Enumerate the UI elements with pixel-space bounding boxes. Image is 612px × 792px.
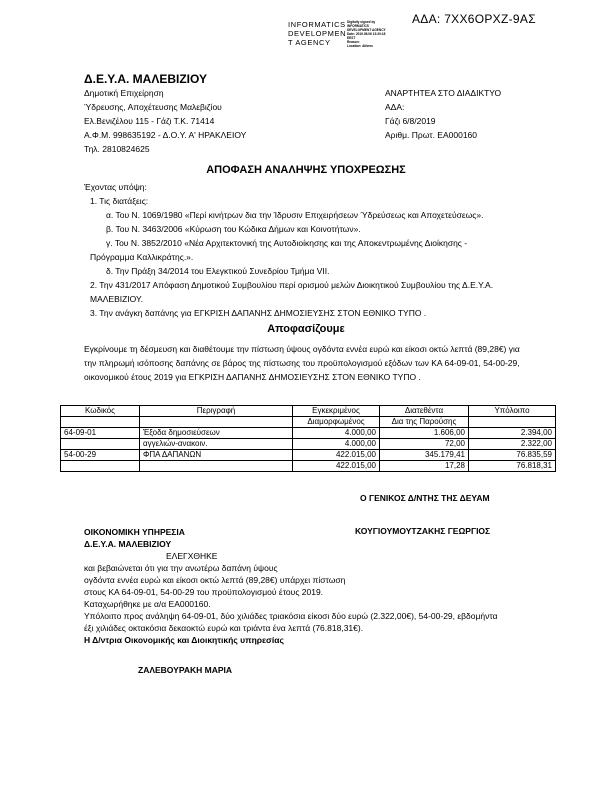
table-row: 422.015,00 17,28 76.818,31 <box>61 461 556 472</box>
ada-number: ΑΔΑ: 7ΧΧ6ΟΡΧΖ-9ΑΣ <box>412 12 536 26</box>
preamble-list: Έχοντας υπόψη: 1. Τις διατάξεις: α. Του Ν. 1069/1980 «Περί κινήτρων δια την Ίδρυσιν Επιχειρήσεων Ύδρεύσεως και Αποχετεύσεως». β. Του Ν. 3463/2006 «Κύρωση του Κώδικα Δήμων και Κοινοτήτων». γ. Του Ν. 3852/2010 «Νέα Αρχιτεκτονική της Αυτοδιοίκησης και της Αποκεντρωμένης Διοίκησης - Πρόγραμμα Καλλικράτης.». δ. Την Πράξη 34/2014 του Ελεγκτικού Συνεδρίου Τμήμα VII. 2. Την 431/2017 Απόφαση Δημοτικού Συμβουλίου περί ορισμού μελών Διοικητικού Συμβουλίου της Δ.Ε.Υ.Α. ΜΑΛΕΒΙΖΙΟΥ. 3. Την ανάγκη δαπάνης για ΕΓΚΡΙΣΗ ΔΑΠΑΝΗΣ ΔΗΜΟΣΙΕΥΣΗΣ ΣΤΟΝ ΕΘΝΙΚΟ ΤΥΠΟ . <box>84 182 494 318</box>
general-director-title: Ο ΓΕΝΙΚΟΣ Δ/ΝΤΗΣ ΤΗΣ ΔΕΥΑΜ <box>360 493 490 503</box>
decision-heading: Αποφασίζουμε <box>267 323 345 335</box>
table-header-row: Κωδικός Περιγραφή Εγκεκριμένος Διατεθέντα Υπόλοιπο <box>61 406 556 417</box>
economic-department-block: ΟΙΚΟΝΟΜΙΚΗ ΥΠΗΡΕΣΙΑ Δ.Ε.Υ.Α. ΜΑΛΕΒΙΖΙΟΥ ΕΛΕΓΧΘΗΚΕ και βεβαιώνεται ότι για την ανωτέρω δαπάνη ύψους ογδόντα εννέα ευρώ και είκοσι οκτώ λεπτά (89,28€) υπάρχει πίστωση στους ΚΑ 64-09-01, 54-00-29 του προϋπολογισμού έτους 2019. Καταχωρήθηκε με α/α ΕΑ000160. Υπόλοιπο προς ανάληψη 64-09-01, δύο χιλιάδες τριακόσια είκοσι δύο ευρώ (2.322,00€), 54-00-29, εβδομήντα έξι χιλιάδες οκτακόσια δεκαοκτώ ευρώ και τριάντα ένα λεπτά (76.818,31€). Η Δ/ντρια Οικονομικής και Διοικητικής υπηρεσίας <box>84 527 498 645</box>
budget-table <box>60 405 556 472</box>
table-row: 54-00-29 ΦΠΑ ΔΑΠΑΝΩΝ 422.015,00 345.179,41 76.835,59 <box>61 450 556 461</box>
decision-text: Εγκρίνουμε τη δέσμευση και διαθέτουμε την πίστωση ύψους ογδόντα εννέα ευρώ και είκοσι οκτώ λεπτά (89,28€) για την πληρωμή ισόποσης δαπάνης σε βάρος της πίστωσης του προϋπολογισμού εξόδων των ΚΑ 64-09-01, 54-00-29, οικονομικού έτους 2019 για ΕΓΚΡΙΣΗ ΔΑΠΑΝΗΣ ΔΗΜΟΣΙΕΥΣΗΣ ΣΤΟΝ ΕΘΝΙΚΟ ΤΥΠΟ . <box>84 344 520 382</box>
table-row: 64-09-01 Έξοδα δημοσιεύσεων 4.000,00 1.606,00 2.394,00 <box>61 428 556 439</box>
agency-label: INFORMATICS DEVELOPMEN T AGENCY <box>288 20 347 47</box>
digital-signature-stamp: Digitally signed by INFORMATICS DEVELOPMENT AGENCY Date: 2019.08.06 13:30:18 EEST Reason: Location: Athens <box>347 20 386 48</box>
org-details-left: Δημοτική Επιχείρηση Ύδρευσης, Αποχέτευσης Μαλεβιζίου Ελ.Βενιζέλου 115 - Γάζι Τ.Κ. 71414 Α.Φ.Μ. 998635192 - Δ.Ο.Υ. Α' ΗΡΑΚΛΕΙΟΥ Τηλ. 2810824625 <box>84 88 247 154</box>
signatory-name: ΚΟΥΓΙΟΥΜΟΥΤΖΑΚΗΣ ΓΕΩΡΓΙΟΣ <box>355 526 491 536</box>
document-title: ΑΠΟΦΑΣΗ ΑΝΑΛΗΨΗΣ ΥΠΟΧΡΕΩΣΗΣ <box>206 164 406 176</box>
director-name: ΖΑΛΕΒΟΥΡΑΚΗ ΜΑΡΙΑ <box>138 665 233 675</box>
table-row: αγγελιών-ανακοιν. 4.000,00 72,00 2.322,00 <box>61 439 556 450</box>
organization-name: Δ.Ε.Υ.Α. ΜΑΛΕΒΙΖΙΟΥ <box>84 72 207 86</box>
table-subheader-row: Διαμορφωμένος Δια της Παρούσης <box>61 417 556 428</box>
org-details-right: ΑΝΑΡΤΗΤΕΑ ΣΤΟ ΔΙΑΔΙΚΤΥΟ ΑΔΑ: Γάζι 6/8/2019 Αριθμ. Πρωτ. ΕΑ000160 <box>385 88 502 140</box>
